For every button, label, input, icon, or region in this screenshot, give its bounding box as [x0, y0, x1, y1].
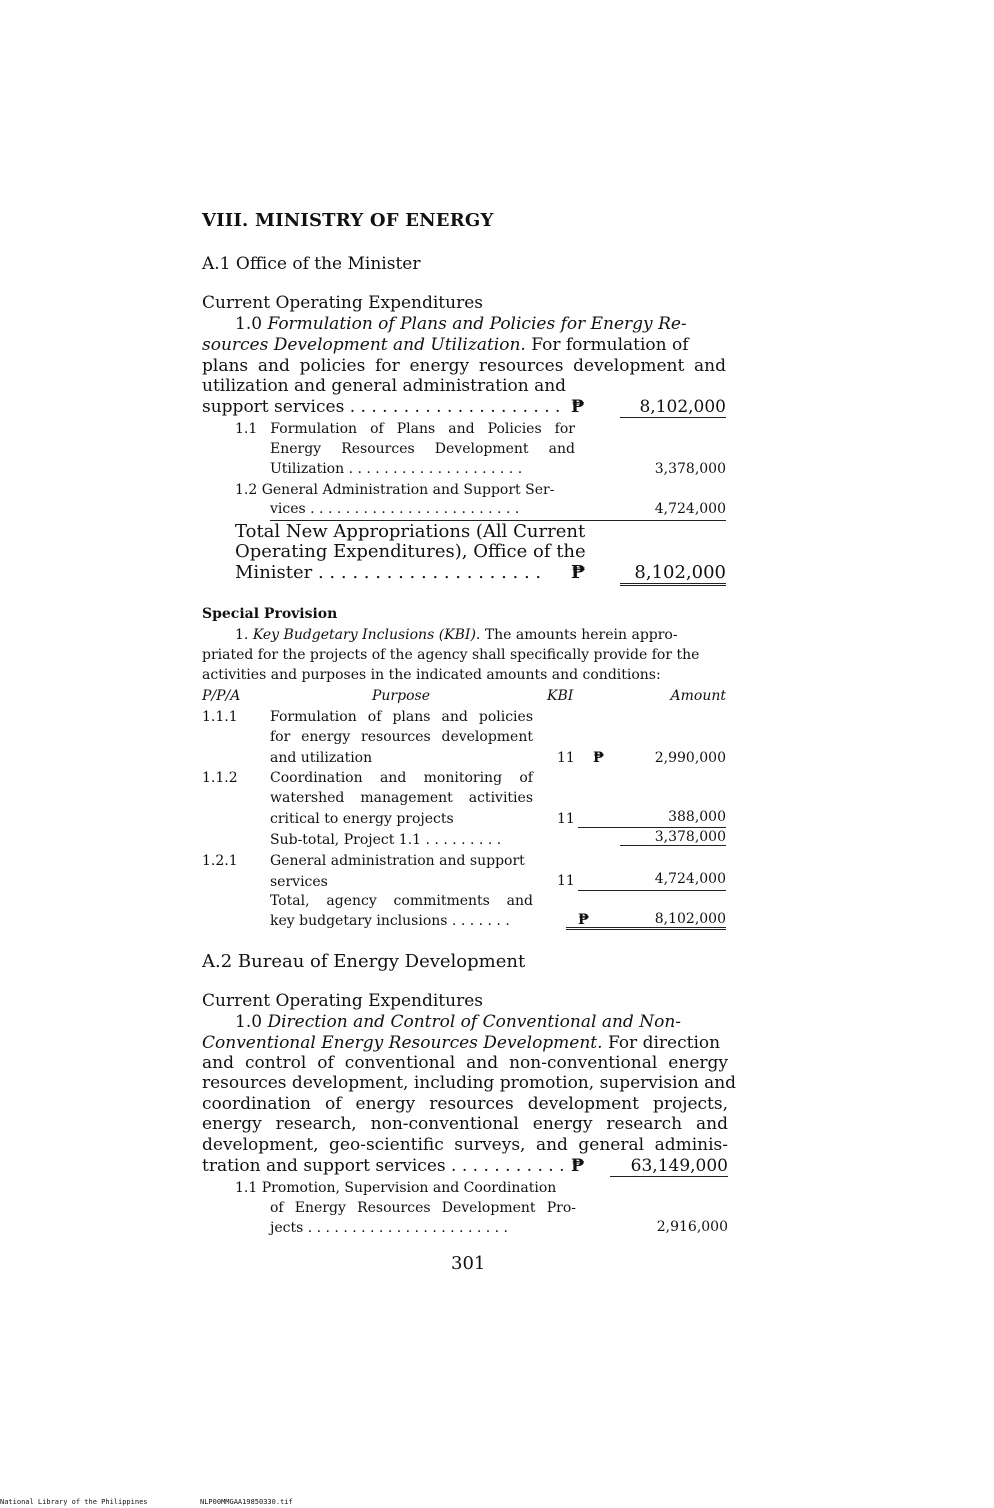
coe-label-a1: Current Operating Expenditures	[202, 293, 483, 313]
leader-dots: . . . . . . . . . . . . . . . . . . . .	[344, 461, 523, 477]
a1-total-line3-text: Minister	[235, 562, 313, 583]
a2-para-line7: development, geo-scientific surveys, and general adminis-	[202, 1135, 728, 1155]
kbi-row-purpose-l3: critical to energy projects	[270, 811, 454, 827]
kbi-row-amount: 388,000	[668, 809, 726, 825]
a1-total-line1: Total New Appropriations (All Current	[235, 521, 586, 542]
a1-item12-amount: 4,724,000	[654, 501, 726, 517]
grand-total-line2	[270, 913, 510, 929]
kbi-row-purpose-l2: watershed management activities	[270, 790, 533, 806]
a1-item12-line2-text: vices	[270, 501, 306, 517]
kbi-row-purpose-l2: services	[270, 874, 328, 890]
a2-para-title-2: Conventional Energy Resources Development.	[202, 1033, 603, 1053]
ministry-title: VIII. MINISTRY OF ENERGY	[202, 210, 494, 231]
a1-item11-line2: Energy Resources Development and	[270, 441, 575, 457]
a1-item11-amount: 3,378,000	[654, 461, 726, 477]
kbi-row-kbi: 11	[557, 811, 575, 827]
section-a2-title: A.2 Bureau of Energy Development	[202, 951, 526, 972]
a1-para-line1	[235, 314, 687, 334]
a2-para-line2	[202, 1033, 720, 1053]
a1-para-line2	[202, 335, 689, 355]
kbi-row-ppa: 1.1.1	[202, 709, 238, 725]
a2-para-line4: resources development, including promotion, supervision and	[202, 1073, 737, 1093]
kbi-row-amount: 4,724,000	[654, 871, 726, 887]
kbi-row-purpose-l1: General administration and support	[270, 853, 525, 869]
grand-total-amount: 8,102,000	[566, 911, 726, 930]
kbi-row-amount: 2,990,000	[654, 750, 726, 766]
leader-dots: . . . . . . . . . . . . . . . . . . . .	[349, 397, 561, 417]
a1-item11-line3	[270, 461, 522, 477]
a1-item12-line1: 1.2 General Administration and Support Ser-	[235, 482, 555, 498]
a2-para-line8	[202, 1156, 565, 1176]
a2-para-line8-text: tration and support services	[202, 1156, 446, 1176]
a1-para-num: 1.0	[235, 314, 263, 334]
col-header-kbi: KBI	[547, 688, 574, 704]
a1-para-line5	[202, 397, 560, 417]
a1-total-line3	[235, 562, 541, 583]
a1-item12-line2	[270, 501, 519, 517]
subtotal-label-text: Sub-total, Project 1.1	[270, 832, 422, 848]
subtotal-amount: 3,378,000	[620, 829, 726, 846]
grand-total-line1: Total, agency commitments and	[270, 893, 533, 909]
leader-dots: . . . . . . . . . . . . . . . . . . . . . . .	[303, 1220, 508, 1236]
leader-dots: . . . . . . .	[447, 913, 510, 929]
a1-para-line5-text: support services	[202, 397, 345, 417]
peso-sign: ₱	[578, 912, 590, 928]
a2-item11-line2: of Energy Resources Development Pro-	[270, 1200, 576, 1216]
peso-sign: ₱	[571, 1156, 585, 1176]
a2-para-line1	[235, 1012, 681, 1032]
a2-item11-line3	[270, 1220, 508, 1236]
kbi-row-purpose-l3: and utilization	[270, 750, 373, 766]
kbi-row-purpose-l1: Coordination and monitoring of	[270, 770, 533, 786]
kbi-row-ppa: 1.1.2	[202, 770, 238, 786]
a1-item11-line1: 1.1 Formulation of Plans and Policies for	[235, 421, 575, 437]
a2-para-num: 1.0	[235, 1012, 263, 1032]
kbi-row-kbi: 11	[557, 750, 575, 766]
a2-para-line6: energy research, non-conventional energy research and	[202, 1114, 728, 1134]
a1-para-rest: For formulation of	[531, 335, 689, 355]
col-header-purpose: Purpose	[372, 688, 430, 704]
a2-item11-line1: 1.1 Promotion, Supervision and Coordination	[235, 1180, 557, 1196]
peso-sign: ₱	[593, 750, 605, 766]
col-header-ppa: P/P/A	[202, 688, 241, 704]
peso-sign: ₱	[571, 562, 586, 583]
page-number: 301	[451, 1253, 486, 1274]
special-p1-rest: The amounts herein appro-	[484, 627, 678, 643]
leader-dots: . . . . . . . . . . .	[445, 1156, 565, 1176]
kbi-row-ppa: 1.2.1	[202, 853, 238, 869]
special-p1-line1	[235, 627, 678, 643]
a1-item11-line3-text: Utilization	[270, 461, 345, 477]
special-p1-line2: priated for the projects of the agency shall specifically provide for the	[202, 647, 700, 663]
a1-para-line3: plans and policies for energy resources development and	[202, 356, 726, 376]
a1-para-title-1: Formulation of Plans and Policies for Energy Re-	[267, 314, 687, 334]
a2-item11-line3-text: jects	[270, 1220, 304, 1236]
special-p1-title: Key Budgetary Inclusions (KBI).	[252, 627, 481, 643]
a1-para-title-2: sources Development and Utilization.	[202, 335, 526, 355]
a2-para-line5: coordination of energy resources development projects,	[202, 1094, 728, 1114]
kbi-row-kbi: 11	[557, 873, 575, 889]
grand-total-line2-text: key budgetary inclusions	[270, 913, 448, 929]
a1-total-line2: Operating Expenditures), Office of the	[235, 541, 586, 562]
peso-sign: ₱	[571, 397, 585, 417]
special-p1-num: 1.	[235, 627, 249, 643]
a2-item11-amount: 2,916,000	[656, 1219, 728, 1235]
a1-total-amount: 8,102,000	[620, 562, 726, 586]
leader-dots: . . . . . . . . .	[421, 832, 502, 848]
subtotal-label	[270, 832, 501, 848]
a2-para-title-1: Direction and Control of Conventional and Non-	[267, 1012, 682, 1032]
special-p1-line3: activities and purposes in the indicated amounts and conditions:	[202, 667, 661, 683]
a2-para-line3: and control of conventional and non-conventional energy	[202, 1053, 728, 1073]
col-header-amount: Amount	[670, 688, 726, 704]
kbi-row-underline	[578, 890, 726, 891]
special-provision-label: Special Provision	[202, 606, 338, 622]
kbi-row-purpose-l2: for energy resources development	[270, 729, 533, 745]
coe-label-a2: Current Operating Expenditures	[202, 991, 483, 1011]
leader-dots: . . . . . . . . . . . . . . . . . . . .	[312, 562, 542, 583]
footer-library: National Library of the Philippines	[0, 1498, 148, 1506]
leader-dots: . . . . . . . . . . . . . . . . . . . . . . . .	[305, 501, 520, 517]
kbi-row-purpose-l1: Formulation of plans and policies	[270, 709, 533, 725]
kbi-row-underline	[578, 827, 726, 828]
a1-para-line4: utilization and general administration and	[202, 376, 567, 396]
section-a1-title: A.1 Office of the Minister	[202, 254, 421, 274]
footer-filename: NLP00MMGAA19850330.tif	[200, 1498, 293, 1506]
a2-para-amount: 63,149,000	[610, 1156, 728, 1177]
a2-para-rest: For direction	[607, 1033, 721, 1053]
a1-para-amount: 8,102,000	[620, 397, 726, 418]
